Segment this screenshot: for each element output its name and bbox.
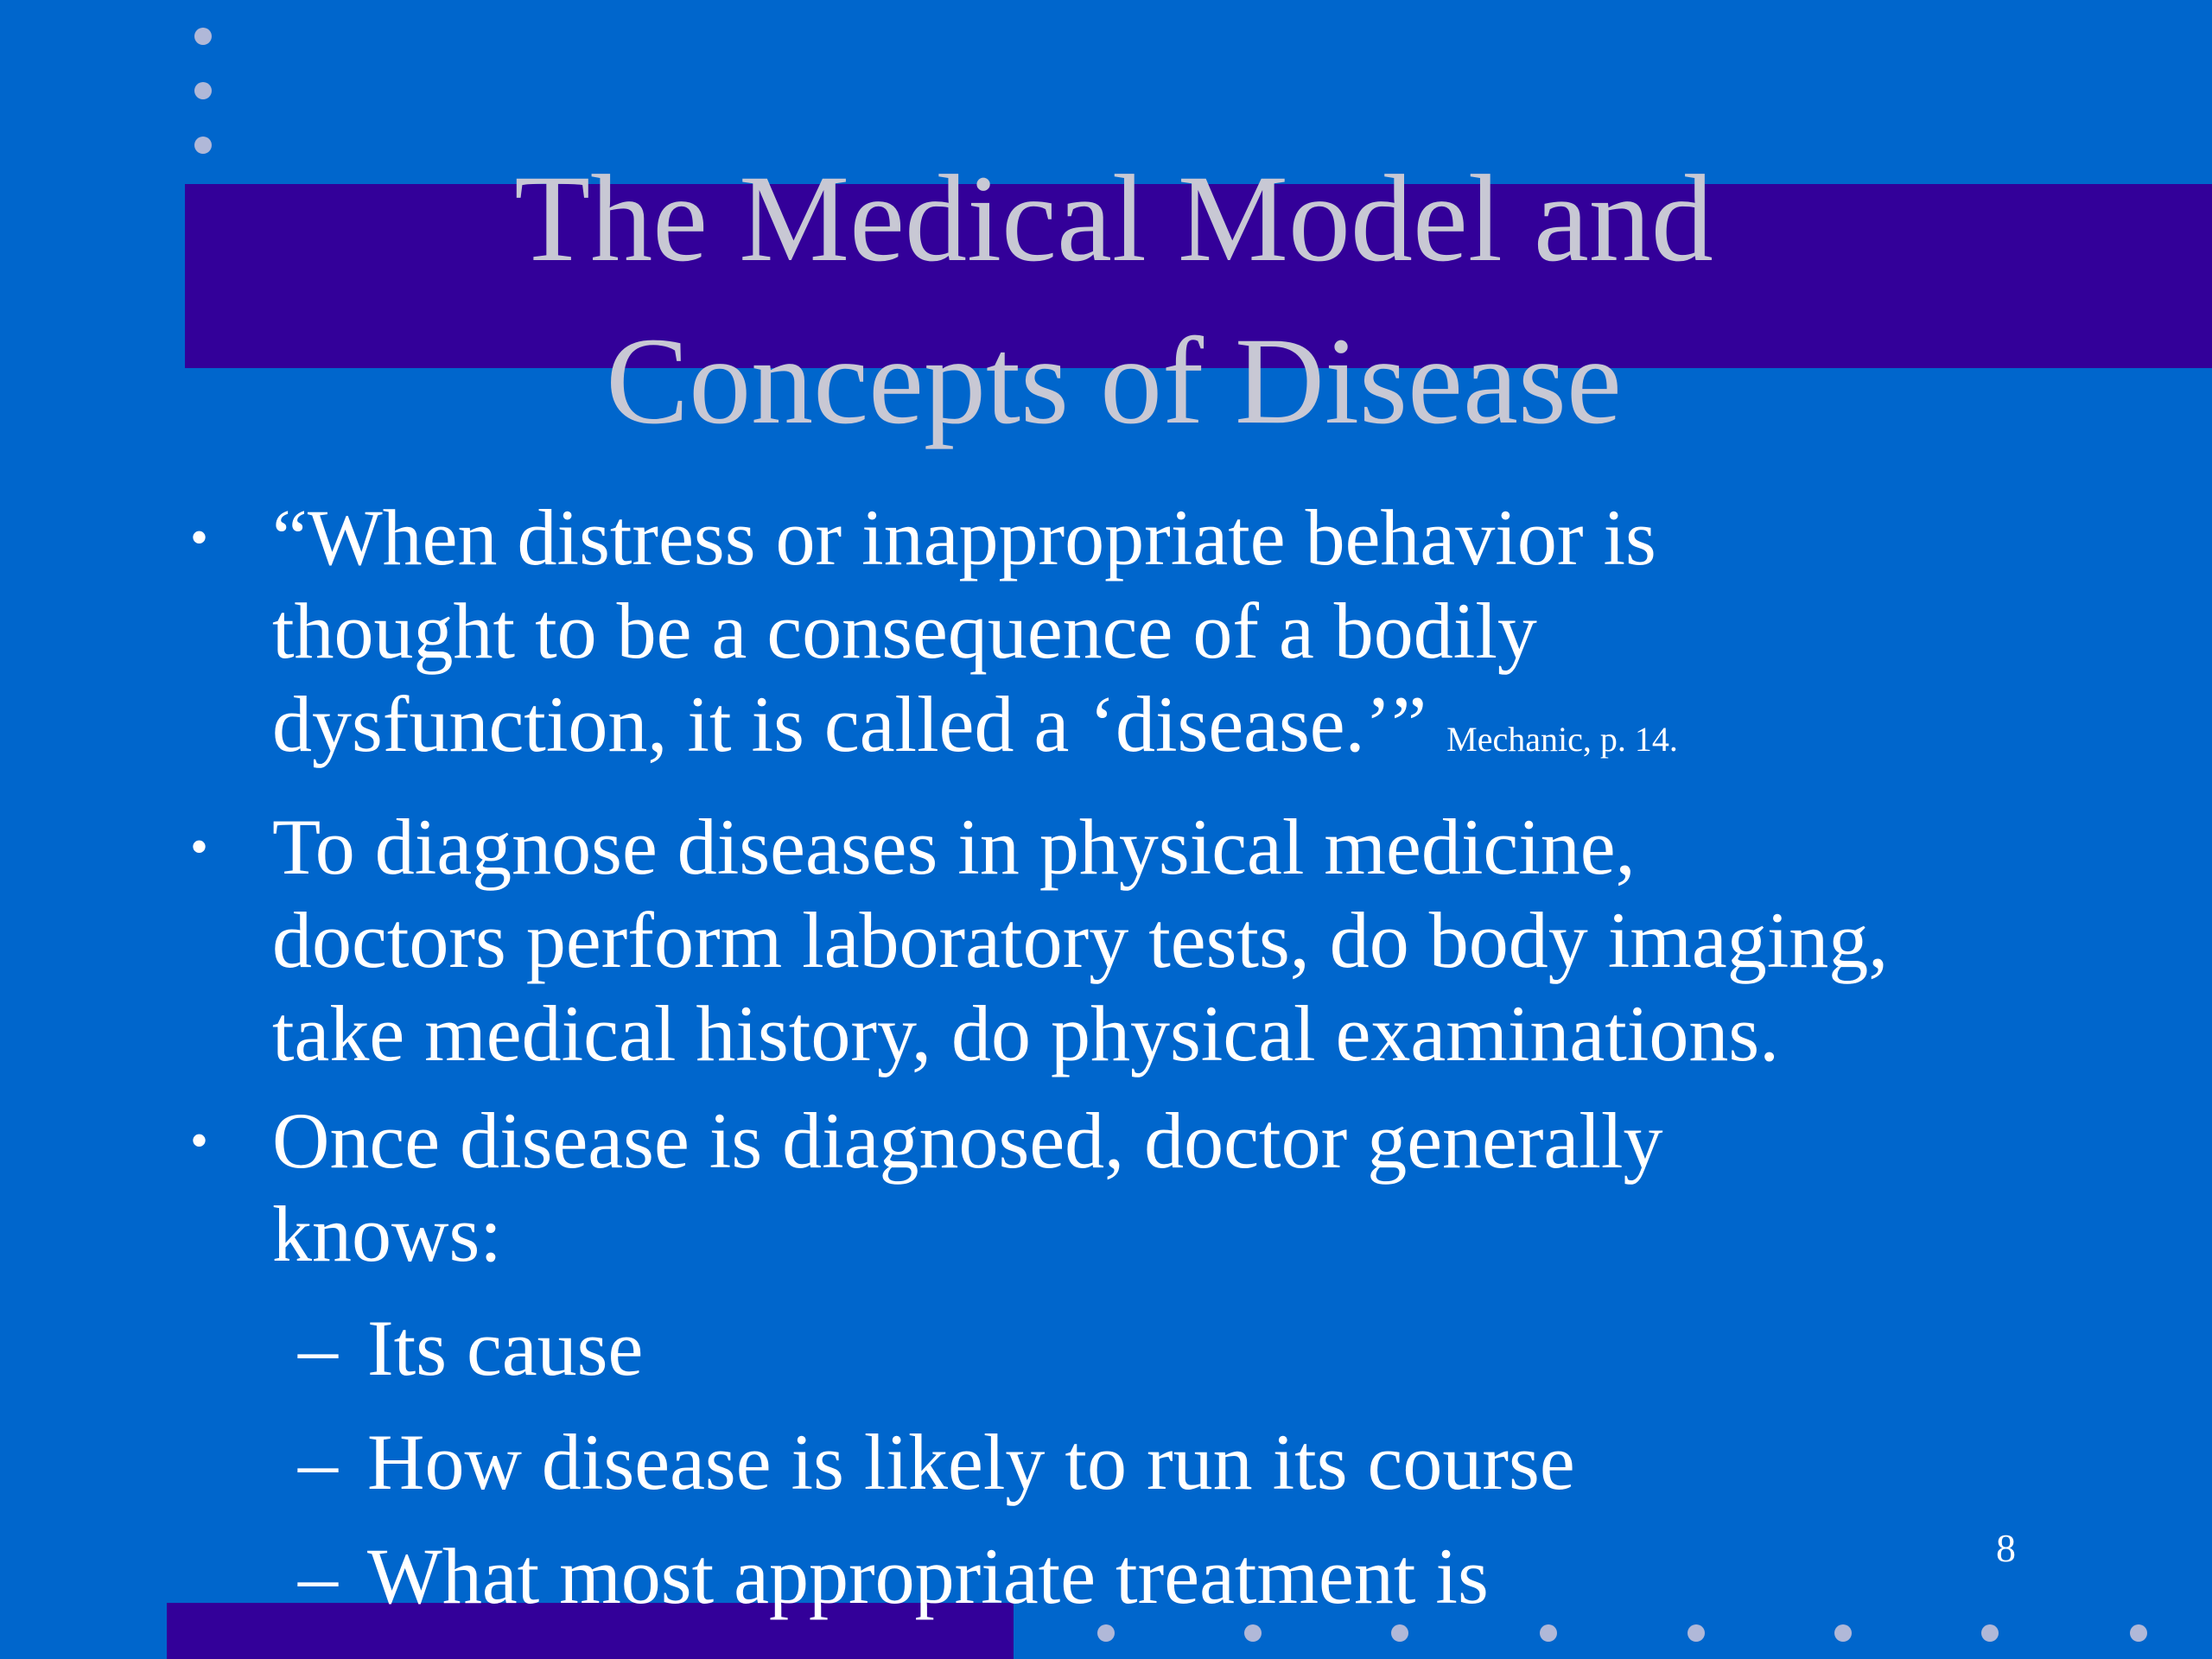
bullet-marker: • xyxy=(190,509,209,566)
slide-content xyxy=(181,491,2100,1623)
decor-dot xyxy=(2130,1624,2147,1642)
bullet-item xyxy=(181,800,2100,1080)
bullet-marker: • xyxy=(190,818,209,875)
page-number: 8 xyxy=(1996,1526,2016,1570)
decor-dot xyxy=(1244,1624,1262,1642)
bullet-item xyxy=(181,491,2100,786)
bullet-text-line: To diagnose diseases in physical medicine, xyxy=(272,803,1636,891)
slide-title xyxy=(185,138,2043,463)
sub-bullet-item xyxy=(181,1529,2100,1623)
sub-bullet-item xyxy=(181,1415,2100,1509)
decor-dot xyxy=(1391,1624,1408,1642)
decor-dot xyxy=(1688,1624,1705,1642)
decor-dot xyxy=(1981,1624,1999,1642)
citation: Mechanic, p. 14. xyxy=(1446,720,1678,759)
bullet-text-line: take medical history, do physical examinations. xyxy=(272,989,1780,1077)
bullet-text-line: Once disease is diagnosed, doctor generally xyxy=(272,1096,1663,1185)
sub-bullet-text: How disease is likely to run its course xyxy=(367,1418,1575,1506)
sub-bullet-marker: – xyxy=(298,1304,338,1392)
title-line-2: Concepts of Disease xyxy=(606,313,1622,450)
sub-bullet-text: What most appropriate treatment is xyxy=(367,1532,1489,1620)
sub-bullet-marker: – xyxy=(298,1418,338,1506)
sub-bullet-text: Its cause xyxy=(367,1304,644,1392)
decor-dot xyxy=(1097,1624,1115,1642)
decor-dot xyxy=(194,28,212,45)
decor-dot xyxy=(194,82,212,99)
bullet-text-line: doctors perform laboratory tests, do body imaging, xyxy=(272,896,1889,984)
bullet-text-line: knows: xyxy=(272,1190,502,1278)
bullet-item xyxy=(181,1094,2100,1281)
sub-bullet-item xyxy=(181,1301,2100,1395)
bullet-text-line: “When distress or inappropriate behavior is xyxy=(272,493,1656,582)
decor-dot xyxy=(1834,1624,1852,1642)
bullet-text-line: thought to be a consequence of a bodily xyxy=(272,587,1537,675)
title-line-1: The Medical Model and xyxy=(514,150,1713,288)
sub-bullet-marker: – xyxy=(298,1532,338,1620)
decor-dot xyxy=(1540,1624,1557,1642)
bullet-marker: • xyxy=(190,1112,209,1169)
bullet-text-line: dysfunction, it is called a ‘disease.’” xyxy=(272,680,1427,768)
